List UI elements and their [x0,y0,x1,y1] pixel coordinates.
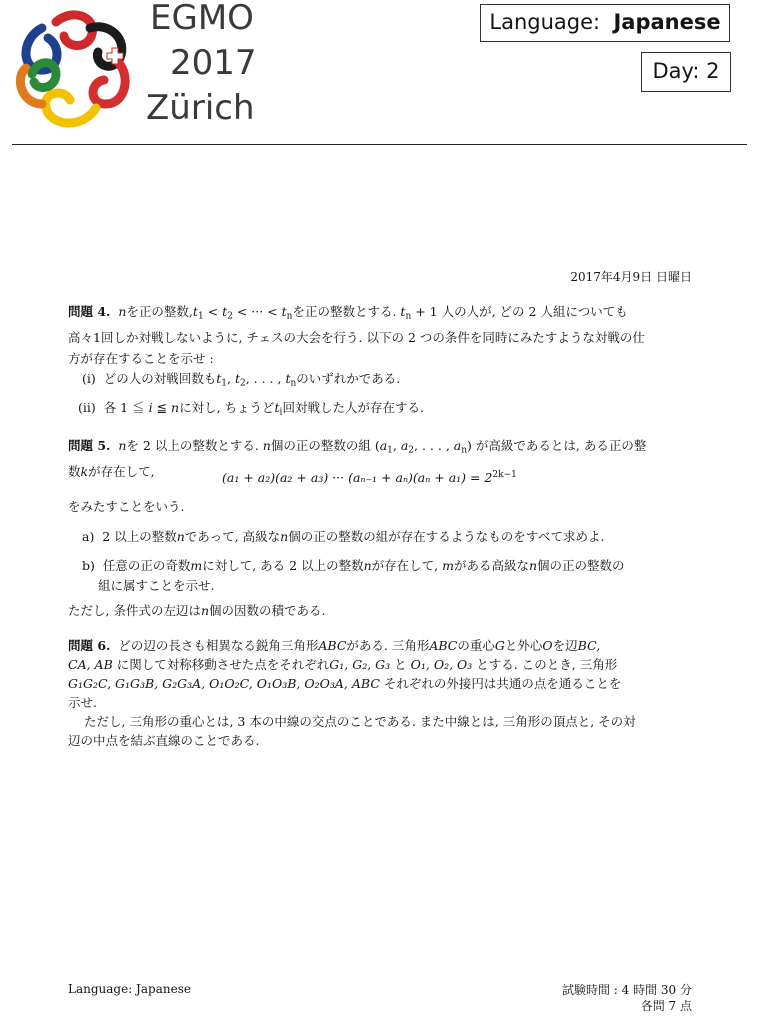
math-sub: 2 [227,311,233,322]
egmo-logo [12,8,138,134]
problem-4-line-1 [68,301,698,327]
math-var: ABC [318,638,347,653]
brand-year: 2017 [170,43,257,83]
math-op: ≦ [152,400,171,415]
brand-city: Zürich [146,88,255,128]
math-op: , [392,438,401,453]
text: 任意の正の奇数 [102,558,191,573]
problem-6-line-4: 示せ. [68,695,97,710]
math-var: k [80,464,89,480]
math-var: ABC [429,638,458,653]
math-sub: n [405,311,412,322]
condition-label: (ii) [78,400,96,415]
math-sub: n [461,445,468,456]
problem-4-line-2: 高々1回しか対戦しないように, チェスの大会を行う. 以下の 2 つの条件を同時にみたすような対戦の仕 [68,330,645,346]
problem-5-part-b-line-2: 組に属すことを示せ. [98,578,215,593]
math-op: < [203,304,223,319]
text: 2 以上の整数 [102,529,177,544]
text: を辺 [552,638,578,653]
math-sub: 1 [387,445,393,456]
math-var: i [148,400,153,415]
problem-5-label: 問題 5. [68,438,111,453]
text: 個の因数の積である. [209,603,326,618]
problem-4-label: 問題 4. [68,304,111,319]
header-divider [12,144,747,145]
text: 回対戦した人が存在する. [282,400,424,415]
math-var: n [118,438,127,453]
math-sub: n [290,378,297,389]
text: を 2 以上の整数とする. [126,438,259,453]
problem-6 [68,636,698,750]
math-var: t [400,304,406,319]
text: ) が高級であるとは, ある正の整 [467,438,647,453]
problem-5-part-b [82,556,702,596]
problem-5-line-1 [68,435,698,461]
problem-4-condition-i [82,369,702,393]
math-var: a [453,438,462,453]
math-sub: n [286,311,293,322]
problem-4 [68,301,698,369]
text: どの辺の長さも相異なる鋭角三角形 [118,638,319,653]
day-label: Day: [652,59,700,83]
text: に対して, ある 2 以上の整数 [202,558,364,573]
text: が存在して, [371,558,439,573]
text: が存在して, [88,464,155,480]
text: であって, 高級な [184,529,281,544]
problem-6-label: 問題 6. [68,638,111,653]
logo-loop-yellow [46,93,96,123]
language-label: Language: [489,10,601,34]
problem-6-line-2 [68,655,698,674]
text: 個の正の整数の組が存在するようなものをすべて求めよ. [288,529,605,544]
problem-5-part-b-line-1 [82,556,702,576]
text: に関して対称移動させた点をそれぞれ [116,657,330,672]
text: 個の正の整数の組 ( [270,438,380,453]
part-label: b) [82,558,95,573]
text: がある. 三角形 [346,638,430,653]
text: を正の整数とする. [292,304,397,319]
math-sub: i [279,407,283,418]
problem-6-line-5: ただし, 三角形の重心とは, 3 本の中線の交点のことである. また中線とは, 三角形の頂点と, その対 [84,714,636,729]
formula-body: (a₁ + a₂)(a₂ + a₃) ··· (aₙ₋₁ + aₙ)(aₙ + a₁) = 2 [222,470,493,485]
footer-language: Language: Japanese [68,982,191,996]
math-var: t [285,371,291,386]
brand-name: EGMO [150,0,254,38]
problem-6-line-6: 辺の中点を結ぶ直線のことである. [68,733,260,748]
logo-loop-green [32,63,56,88]
problem-6-line-3 [68,674,698,693]
math-sub: 2 [239,378,246,389]
math-var: t [216,371,222,386]
math-var: t [281,304,287,319]
math-var: n [262,438,271,453]
footer-time: 試験時間 : 4 時間 30 分 [561,983,692,997]
math-var: t [234,371,240,386]
math-var: n [118,304,127,319]
text: 数 [68,464,81,480]
math-sub: 1 [221,378,227,389]
math-var: a [400,438,409,453]
math-sub: 1 [197,311,204,322]
text: どの人の対戦回数も [103,371,217,386]
math-var: t [274,400,280,415]
math-var: G [494,638,505,653]
math-var: n [171,400,180,415]
math-var: n [176,529,185,544]
math-op: < ··· < [232,304,282,319]
math-var: n [200,603,210,618]
math-var: n [363,558,372,573]
text: とする. このとき, 三角形 [476,657,618,672]
math-op: , . . . , [245,371,286,386]
math-var: m [442,558,454,573]
text: に対し, ちょうど [179,400,275,415]
math-var: G₁, G₂, G₃ [329,657,391,672]
math-var: CA, AB [68,657,113,672]
problem-6-line-1 [68,636,698,655]
text: それぞれの外接円は共通の点を通ることを [383,676,622,691]
problem-4-condition-ii [78,398,698,422]
text: + 1 人の人が, どの 2 人組についても [411,304,628,319]
text: と [394,657,407,672]
exam-date: 2017年4月9日 日曜日 [570,270,692,284]
math-var: n [528,558,538,573]
math-var: n [280,529,289,544]
text: 個の正の整数の [537,558,625,573]
math-var: G₁G₂C, G₁G₃B, G₂G₃A, O₁O₂C, O₁O₃B, O₂O₃A, ABC [68,676,380,691]
math-op: , . . . , [414,438,454,453]
footer-exam-info [520,982,692,1014]
math-op: , [227,371,235,386]
text: がある高級な [453,558,529,573]
text: 各 1 ≦ [103,400,149,415]
language-box [480,4,730,42]
math-sub: 2 [408,445,415,456]
event-brand [146,0,286,131]
text: と外心 [504,638,543,653]
math-var: t [222,304,228,319]
math-var: BC, [577,638,601,653]
problem-5-formula [222,470,517,485]
formula-exponent: 2k−1 [492,470,517,481]
math-var: m [190,558,203,573]
text: の重心 [457,638,495,653]
math-var: t [192,304,198,319]
math-var: O [542,638,553,653]
math-var: a [379,438,388,453]
day-value: 2 [706,59,720,83]
language-value: Japanese [613,10,721,34]
problem-5-note [68,600,698,621]
problem-5-line-3: をみたすことをいう. [68,499,185,514]
problem-4-line-3: 方が存在することを示せ : [68,351,214,367]
footer-points: 各問 7 点 [640,999,692,1013]
math-var: O₁, O₂, O₃ [410,657,473,672]
part-label: a) [82,529,95,544]
text: のいずれかである. [296,371,401,386]
text: を正の整数, [126,304,193,319]
problem-5-part-a [82,527,702,547]
condition-label: (i) [82,371,96,386]
text: ただし, 条件式の左辺は [68,603,201,618]
day-box [641,52,731,92]
